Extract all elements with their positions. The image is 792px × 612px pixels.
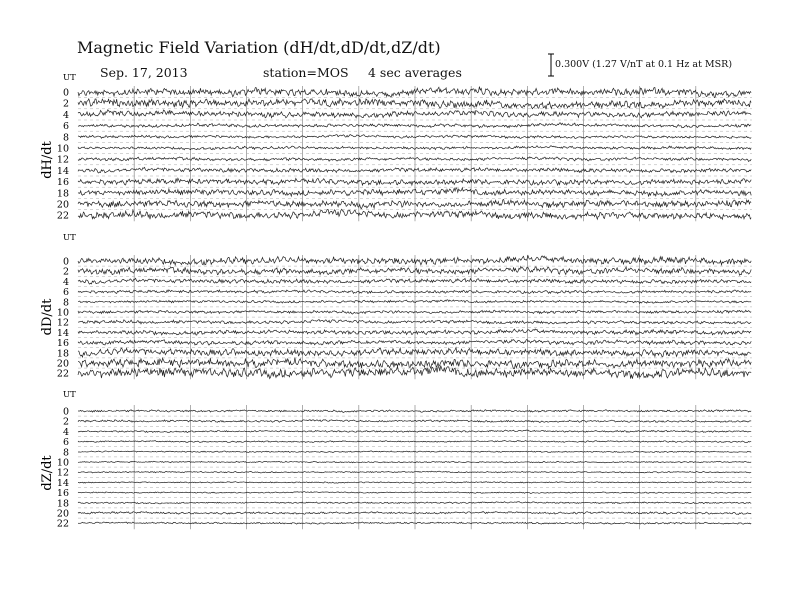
hour-label: 22 <box>56 518 69 530</box>
trace-row <box>78 420 751 423</box>
hour-label: 10 <box>56 457 69 469</box>
hour-label: 8 <box>62 132 69 144</box>
hour-label: 20 <box>56 199 69 211</box>
trace-row <box>78 110 751 118</box>
hour-label: 6 <box>62 121 69 133</box>
averaging-label: 4 sec averages <box>368 65 462 80</box>
trace-row <box>78 300 751 304</box>
axis-label-dH-dt: dH/dt <box>40 141 55 179</box>
hour-label: 20 <box>56 358 69 370</box>
trace-row <box>78 178 751 185</box>
hour-label: 14 <box>56 477 69 489</box>
hour-label: 16 <box>56 338 69 350</box>
axis-label-dZ-dt: dZ/dt <box>40 455 55 491</box>
hour-label: 14 <box>56 165 69 177</box>
trace-row <box>78 358 751 369</box>
trace-row <box>78 146 751 150</box>
trace-row <box>78 430 751 432</box>
hour-label: 6 <box>62 287 69 299</box>
hour-label: 6 <box>62 437 69 449</box>
station-label: station=MOS <box>263 65 349 80</box>
trace-row <box>78 135 751 139</box>
trace-row <box>78 339 751 345</box>
ut-label: UT <box>63 233 76 243</box>
trace-row <box>78 167 751 173</box>
hour-label: 10 <box>56 143 69 155</box>
trace-row <box>78 320 751 324</box>
trace-row <box>78 99 751 110</box>
hour-label: 20 <box>56 508 69 520</box>
panel-2 <box>40 390 752 530</box>
trace-row <box>78 290 751 294</box>
trace-row <box>78 451 751 453</box>
trace-row <box>78 266 751 275</box>
hour-label: 0 <box>62 406 69 418</box>
chart-title: Magnetic Field Variation (dH/dt,dD/dt,dZ/dt) <box>77 38 441 57</box>
hour-label: 12 <box>56 467 69 479</box>
hour-label: 4 <box>62 426 69 438</box>
hour-label: 14 <box>56 327 69 339</box>
trace-row <box>78 511 751 514</box>
trace-row <box>78 348 751 357</box>
trace-row <box>78 366 751 379</box>
hour-label: 18 <box>56 188 69 200</box>
trace-row <box>78 410 751 413</box>
trace-row <box>78 278 751 284</box>
trace-row <box>78 188 751 197</box>
hour-label: 16 <box>56 177 69 189</box>
trace-row <box>78 482 751 484</box>
panel-1 <box>40 233 752 380</box>
hour-label: 8 <box>62 447 69 459</box>
trace-row <box>78 209 751 219</box>
date-label: Sep. 17, 2013 <box>100 65 188 80</box>
hour-label: 10 <box>56 307 69 319</box>
hour-label: 0 <box>62 256 69 268</box>
hour-label: 2 <box>62 98 69 110</box>
hour-label: 8 <box>62 297 69 309</box>
hour-label: 12 <box>56 317 69 329</box>
trace-row <box>78 256 751 265</box>
hour-label: 12 <box>56 154 69 166</box>
hour-label: 16 <box>56 488 69 500</box>
hour-label: 4 <box>62 109 69 121</box>
trace-row <box>78 502 751 504</box>
trace-row <box>78 492 751 494</box>
trace-row <box>78 87 751 98</box>
hour-label: 18 <box>56 498 69 510</box>
trace-row <box>78 199 751 208</box>
axis-label-dD-dt: dD/dt <box>40 298 55 336</box>
hour-label: 0 <box>62 87 69 99</box>
trace-row <box>78 471 751 473</box>
hour-label: 18 <box>56 348 69 360</box>
hour-label: 22 <box>56 368 69 380</box>
trace-row <box>78 461 751 463</box>
scale-bar <box>548 54 554 76</box>
trace-row <box>78 440 751 442</box>
hour-label: 4 <box>62 276 69 288</box>
ut-label: UT <box>63 390 76 400</box>
trace-row <box>78 329 751 335</box>
panel-0 <box>40 73 752 222</box>
trace-row <box>78 310 751 314</box>
scale-label: 0.300V (1.27 V/nT at 0.1 Hz at MSR) <box>555 59 733 70</box>
hour-label: 2 <box>62 416 69 428</box>
trace-row <box>78 157 751 162</box>
ut-label: UT <box>63 73 76 83</box>
trace-row <box>78 123 751 128</box>
trace-row <box>78 522 751 524</box>
hour-label: 22 <box>56 210 69 222</box>
hour-label: 2 <box>62 266 69 278</box>
